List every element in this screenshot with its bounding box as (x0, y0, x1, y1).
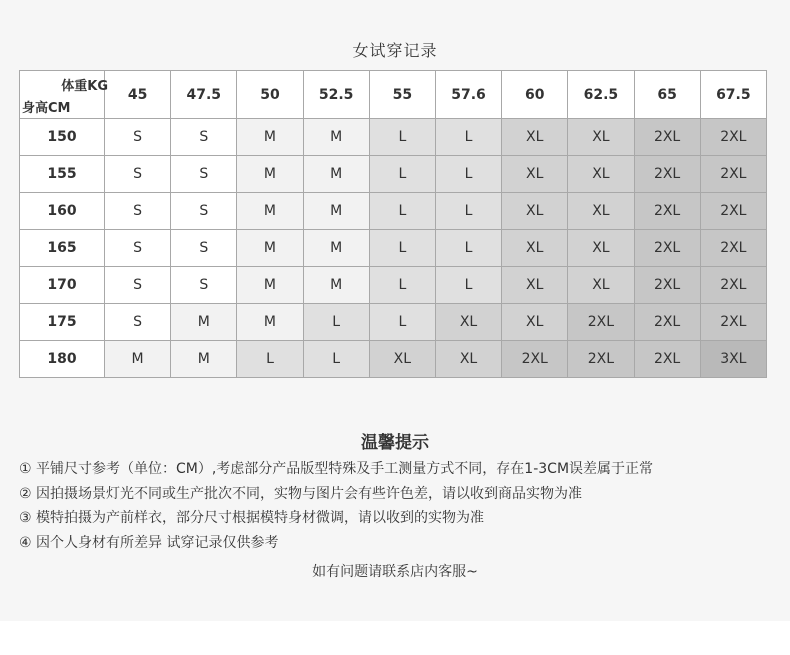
size-cell: XL (568, 156, 634, 193)
size-cell: L (435, 156, 501, 193)
table-row (20, 304, 767, 341)
size-cell: XL (502, 193, 568, 230)
height-row-header: 165 (20, 230, 105, 267)
notice-item: ④ 因个人身材有所差异 试穿记录仅供参考 (19, 534, 279, 551)
size-cell: L (303, 304, 369, 341)
size-cell: L (435, 119, 501, 156)
table-row (20, 267, 767, 304)
height-row-header: 180 (20, 341, 105, 378)
size-cell: XL (435, 341, 501, 378)
size-cell: 2XL (568, 304, 634, 341)
weight-column-header: 67.5 (700, 71, 766, 119)
size-cell: S (171, 267, 237, 304)
height-axis-label: 身高CM (22, 101, 71, 116)
size-cell: M (303, 230, 369, 267)
height-row-header: 155 (20, 156, 105, 193)
weight-column-header: 50 (237, 71, 303, 119)
size-cell: S (171, 156, 237, 193)
size-cell: S (105, 304, 171, 341)
size-cell: L (369, 267, 435, 304)
size-cell: L (369, 119, 435, 156)
size-cell: S (105, 193, 171, 230)
table-row (20, 156, 767, 193)
size-cell: L (369, 230, 435, 267)
size-table (19, 70, 767, 378)
size-cell: 2XL (700, 304, 766, 341)
table-row (20, 193, 767, 230)
size-cell: 2XL (634, 119, 700, 156)
size-cell: M (171, 304, 237, 341)
size-cell: 2XL (634, 267, 700, 304)
weight-header-row (20, 71, 767, 119)
size-cell: M (237, 230, 303, 267)
size-cell: XL (502, 230, 568, 267)
notice-list (19, 457, 789, 555)
size-cell: 2XL (634, 156, 700, 193)
size-cell: S (105, 119, 171, 156)
size-cell: M (303, 267, 369, 304)
weight-axis-label: 体重KG (61, 79, 108, 94)
table-row (20, 230, 767, 267)
size-cell: L (435, 267, 501, 304)
notice-item: ③ 模特拍摄为产前样衣，部分尺寸根据模特身材微调，请以收到的实物为准 (19, 510, 484, 526)
size-cell: XL (502, 304, 568, 341)
size-cell: 2XL (634, 230, 700, 267)
size-cell: 2XL (700, 267, 766, 304)
size-cell: 2XL (634, 304, 700, 341)
notice-item: ① 平铺尺寸参考（单位：CM）,考虑部分产品版型特殊及手工测量方式不同，存在1-3CM误差属于正常 (19, 461, 654, 477)
height-row-header: 150 (20, 119, 105, 156)
weight-column-header: 57.6 (435, 71, 501, 119)
weight-column-header: 52.5 (303, 71, 369, 119)
size-cell: S (105, 230, 171, 267)
weight-column-header: 55 (369, 71, 435, 119)
size-cell: M (105, 341, 171, 378)
size-cell: XL (502, 119, 568, 156)
size-cell: S (105, 156, 171, 193)
size-cell: XL (369, 341, 435, 378)
size-cell: 2XL (634, 193, 700, 230)
weight-column-header: 62.5 (568, 71, 634, 119)
size-cell: M (237, 267, 303, 304)
table-row (20, 119, 767, 156)
size-table-body (20, 119, 767, 378)
table-corner-header (20, 71, 108, 119)
size-cell: 2XL (502, 341, 568, 378)
size-cell: M (237, 193, 303, 230)
size-cell: 2XL (700, 156, 766, 193)
size-cell: XL (568, 193, 634, 230)
size-cell: L (369, 304, 435, 341)
weight-column-header: 47.5 (171, 71, 237, 119)
size-cell: XL (502, 156, 568, 193)
size-cell: XL (568, 119, 634, 156)
size-cell: 2XL (700, 230, 766, 267)
size-cell: L (435, 193, 501, 230)
size-cell: L (303, 341, 369, 378)
size-cell: S (171, 230, 237, 267)
size-cell: M (303, 156, 369, 193)
height-row-header: 175 (20, 304, 105, 341)
notice-title: 温馨提示 (361, 433, 429, 453)
page-title: 女试穿记录 (352, 41, 438, 60)
size-cell: 3XL (700, 341, 766, 378)
size-cell: 2XL (634, 341, 700, 378)
size-cell: M (237, 156, 303, 193)
size-cell: XL (502, 267, 568, 304)
size-cell: 2XL (700, 119, 766, 156)
size-cell: L (369, 156, 435, 193)
size-cell: S (105, 267, 171, 304)
size-cell: L (369, 193, 435, 230)
size-cell: XL (435, 304, 501, 341)
size-cell: M (303, 119, 369, 156)
size-cell: M (171, 341, 237, 378)
notice-item: ② 因拍摄场景灯光不同或生产批次不同，实物与图片会有些许色差，请以收到商品实物为准 (19, 485, 582, 502)
weight-column-header: 60 (502, 71, 568, 119)
size-cell: 2XL (700, 193, 766, 230)
size-cell: S (171, 193, 237, 230)
size-cell: XL (568, 267, 634, 304)
weight-column-header: 45 (105, 71, 171, 119)
size-cell: M (237, 304, 303, 341)
size-cell: L (237, 341, 303, 378)
size-cell: XL (568, 230, 634, 267)
height-row-header: 160 (20, 193, 105, 230)
height-row-header: 170 (20, 267, 105, 304)
size-cell: L (435, 230, 501, 267)
size-cell: 2XL (568, 341, 634, 378)
size-cell: M (237, 119, 303, 156)
size-cell: M (303, 193, 369, 230)
weight-column-header: 65 (634, 71, 700, 119)
size-cell: S (171, 119, 237, 156)
contact-note: 如有问题请联系店内客服~ (312, 564, 478, 580)
table-row (20, 341, 767, 378)
